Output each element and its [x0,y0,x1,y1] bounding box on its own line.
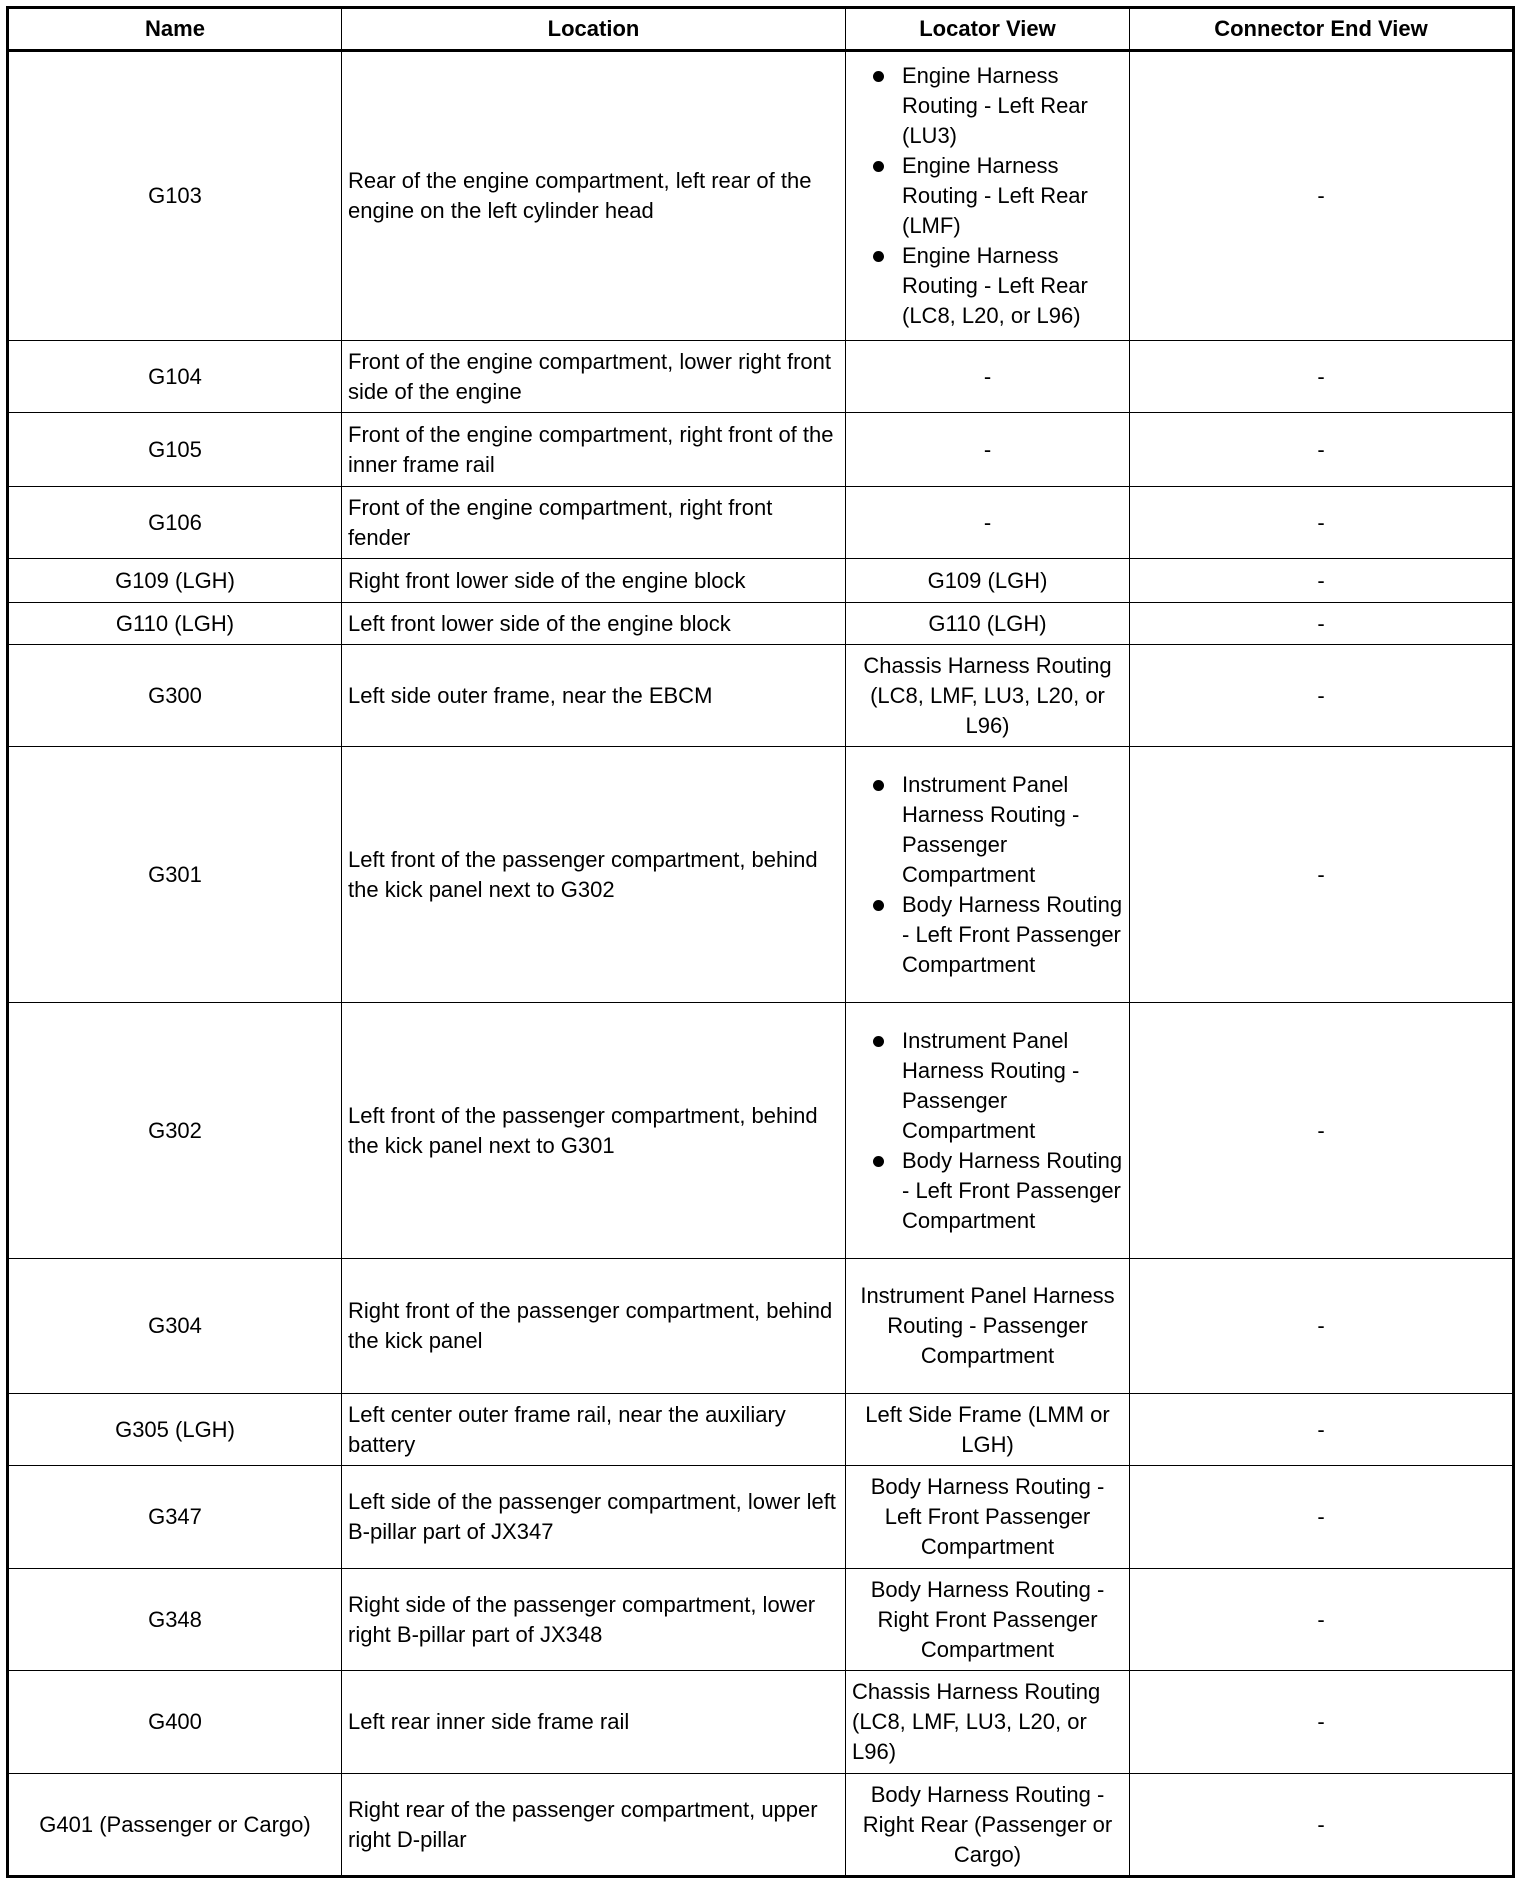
cell-locator-view: - [846,487,1130,559]
cell-name: G302 [8,1003,342,1259]
cell-connector-end-view: - [1130,1569,1514,1671]
cell-location: Right rear of the passenger compartment, upper right D-pillar [342,1774,846,1877]
header-locator-view: Locator View [846,8,1130,51]
cell-name: G305 (LGH) [8,1394,342,1466]
cell-location: Front of the engine compartment, lower right front side of the engine [342,341,846,413]
ground-locations-table [6,6,1515,1878]
table-row [8,747,1514,1003]
table-row [8,413,1514,487]
locator-link[interactable]: Body Harness Routing - Left Front Passenger Compartment [902,890,1123,980]
cell-location: Left front of the passenger compartment, behind the kick panel next to G302 [342,747,846,1003]
cell-name: G110 (LGH) [8,603,342,645]
table-row [8,603,1514,645]
cell-name: G106 [8,487,342,559]
table-row [8,1259,1514,1394]
header-connector-end-view: Connector End View [1130,8,1514,51]
cell-location: Left center outer frame rail, near the auxiliary battery [342,1394,846,1466]
locator-list [852,1026,1123,1236]
table-row [8,1003,1514,1259]
cell-name: G304 [8,1259,342,1394]
cell-locator-view[interactable]: Body Harness Routing - Right Rear (Passenger or Cargo) [846,1774,1130,1877]
cell-name: G348 [8,1569,342,1671]
cell-location: Left front of the passenger compartment, behind the kick panel next to G301 [342,1003,846,1259]
cell-location: Front of the engine compartment, right front of the inner frame rail [342,413,846,487]
cell-name: G347 [8,1466,342,1569]
locator-link[interactable]: Engine Harness Routing - Left Rear (LMF) [902,151,1123,241]
cell-connector-end-view: - [1130,1394,1514,1466]
cell-connector-end-view: - [1130,1774,1514,1877]
cell-connector-end-view: - [1130,645,1514,747]
table-row [8,559,1514,603]
table-row [8,645,1514,747]
cell-location: Rear of the engine compartment, left rear of the engine on the left cylinder head [342,51,846,341]
cell-connector-end-view: - [1130,747,1514,1003]
cell-locator-view [846,1003,1130,1259]
table-row [8,1774,1514,1877]
table-row [8,341,1514,413]
cell-location: Right front lower side of the engine block [342,559,846,603]
locator-link[interactable]: Body Harness Routing - Left Front Passenger Compartment [902,1146,1123,1236]
locator-link[interactable]: Engine Harness Routing - Left Rear (LU3) [902,61,1123,151]
header-row [8,8,1514,51]
table-row [8,1394,1514,1466]
cell-locator-view: - [846,341,1130,413]
cell-location: Left side of the passenger compartment, lower left B-pillar part of JX347 [342,1466,846,1569]
cell-connector-end-view: - [1130,487,1514,559]
cell-connector-end-view: - [1130,341,1514,413]
locator-link[interactable]: Instrument Panel Harness Routing - Passenger Compartment [902,770,1123,890]
table-row [8,1466,1514,1569]
cell-locator-view[interactable]: G109 (LGH) [846,559,1130,603]
cell-locator-view [846,51,1130,341]
cell-location: Right side of the passenger compartment, lower right B-pillar part of JX348 [342,1569,846,1671]
cell-connector-end-view: - [1130,559,1514,603]
cell-connector-end-view: - [1130,413,1514,487]
cell-name: G301 [8,747,342,1003]
cell-location: Left front lower side of the engine block [342,603,846,645]
cell-name: G104 [8,341,342,413]
locator-link[interactable]: Engine Harness Routing - Left Rear (LC8, L20, or L96) [902,241,1123,331]
table-row [8,1569,1514,1671]
cell-name: G401 (Passenger or Cargo) [8,1774,342,1877]
cell-locator-view[interactable]: Left Side Frame (LMM or LGH) [846,1394,1130,1466]
cell-connector-end-view: - [1130,1466,1514,1569]
cell-location: Left rear inner side frame rail [342,1671,846,1774]
locator-link[interactable]: Instrument Panel Harness Routing - Passenger Compartment [902,1026,1123,1146]
cell-location: Front of the engine compartment, right front fender [342,487,846,559]
cell-name: G105 [8,413,342,487]
cell-name: G109 (LGH) [8,559,342,603]
cell-locator-view[interactable]: Instrument Panel Harness Routing - Passenger Compartment [846,1259,1130,1394]
cell-locator-view [846,747,1130,1003]
cell-connector-end-view: - [1130,603,1514,645]
cell-locator-view[interactable]: G110 (LGH) [846,603,1130,645]
locator-list [852,61,1123,331]
cell-location: Left side outer frame, near the EBCM [342,645,846,747]
locator-list [852,770,1123,980]
table-row [8,1671,1514,1774]
cell-connector-end-view: - [1130,1259,1514,1394]
cell-locator-view[interactable]: Chassis Harness Routing (LC8, LMF, LU3, L20, or L96) [846,645,1130,747]
cell-name: G400 [8,1671,342,1774]
cell-name: G300 [8,645,342,747]
cell-connector-end-view: - [1130,51,1514,341]
cell-locator-view: - [846,413,1130,487]
cell-name: G103 [8,51,342,341]
cell-locator-view[interactable]: Body Harness Routing - Left Front Passenger Compartment [846,1466,1130,1569]
cell-connector-end-view: - [1130,1003,1514,1259]
cell-connector-end-view: - [1130,1671,1514,1774]
header-name: Name [8,8,342,51]
cell-locator-view[interactable]: Body Harness Routing - Right Front Passenger Compartment [846,1569,1130,1671]
cell-location: Right front of the passenger compartment, behind the kick panel [342,1259,846,1394]
cell-locator-view[interactable]: Chassis Harness Routing (LC8, LMF, LU3, L20, or L96) [846,1671,1130,1774]
table-row [8,51,1514,341]
header-location: Location [342,8,846,51]
table-row [8,487,1514,559]
